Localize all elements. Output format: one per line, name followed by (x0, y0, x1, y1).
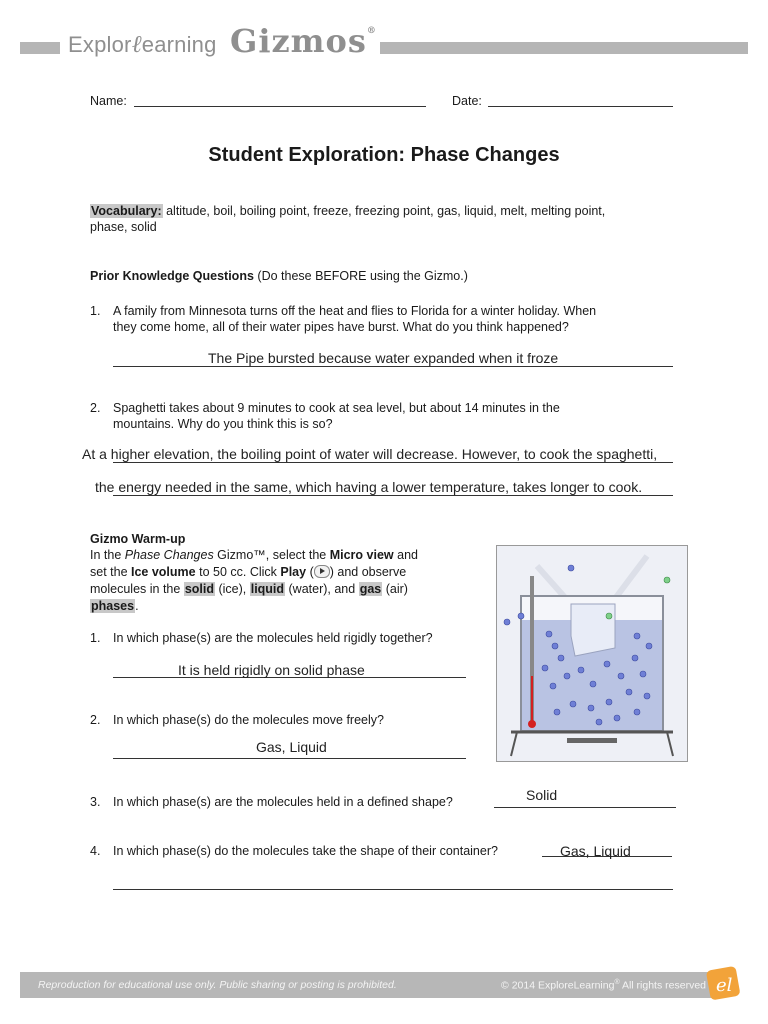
footer-bar (20, 972, 720, 998)
vocabulary-line-1: Vocabulary: altitude, boil, boiling point, freeze, freezing point, gas, liquid, melt, melting point, (91, 204, 606, 218)
name-label: Name: (90, 94, 127, 108)
warmup-q1-question: In which phase(s) are the molecules held rigidly together? (113, 631, 433, 645)
prior-q1-number: 1. (90, 304, 101, 318)
date-label: Date: (452, 94, 482, 108)
warmup-q3-question: In which phase(s) are the molecules held in a defined shape? (113, 795, 453, 809)
warmup-q2-number: 2. (90, 713, 101, 727)
warmup-q4-answer[interactable]: Gas, Liquid (560, 843, 631, 859)
beaker-molecule-diagram (497, 546, 687, 761)
warmup-q4-answer-line-2[interactable] (113, 889, 673, 890)
warmup-q3-number: 3. (90, 795, 101, 809)
warmup-q2-answer-line[interactable] (113, 758, 466, 759)
brand-gizmos: Gizmos® (230, 22, 377, 60)
warmup-q2-answer[interactable]: Gas, Liquid (256, 739, 327, 755)
warmup-instructions-line-3: molecules in the solid (ice), liquid (water), and gas (air) (90, 582, 408, 596)
page-title: Student Exploration: Phase Changes (208, 144, 560, 166)
footer-copyright: © 2014 ExploreLearning® All rights reserved (501, 979, 706, 992)
date-field[interactable] (488, 106, 673, 107)
name-field[interactable] (134, 106, 426, 107)
prior-q2-answer-1[interactable]: At a higher elevation, the boiling point of water will decrease. However, to cook the spaghetti, (82, 446, 658, 462)
prior-knowledge-heading: Prior Knowledge Questions (Do these BEFORE using the Gizmo.) (90, 269, 468, 283)
gizmo-beaker-illustration (496, 545, 688, 762)
warmup-q3-answer-line[interactable] (494, 807, 676, 808)
vocabulary-line-2: phase, solid (90, 220, 157, 234)
svg-text:el: el (716, 975, 733, 996)
prior-q2-line-2: mountains. Why do you think this is so? (113, 417, 333, 431)
prior-q2-number: 2. (90, 401, 101, 415)
prior-q1-answer-line[interactable] (113, 366, 673, 367)
footer-reproduction-notice: Reproduction for educational use only. Public sharing or posting is prohibited. (38, 979, 397, 991)
prior-q2-answer-2[interactable]: the energy needed in the same, which having a lower temperature, takes longer to cook. (95, 479, 643, 495)
prior-q1-line-2: they come home, all of their water pipes have burst. What do you think happened? (113, 320, 569, 334)
warmup-q1-answer[interactable]: It is held rigidly on solid phase (178, 662, 365, 678)
prior-q1-line-1: A family from Minnesota turns off the heat and flies to Florida for a winter holiday. When (113, 304, 597, 318)
warmup-q1-number: 1. (90, 631, 101, 645)
warmup-q3-answer[interactable]: Solid (526, 787, 558, 803)
header-bar-left (20, 42, 60, 54)
warmup-instructions-line-1: In the Phase Changes Gizmo™, select the Micro view and (90, 548, 418, 562)
prior-q2-answer-line-2[interactable] (113, 495, 673, 496)
explorelearning-logo-icon (704, 962, 744, 1002)
play-icon (314, 565, 330, 578)
prior-q1-answer[interactable]: The Pipe bursted because water expanded when it froze (208, 350, 559, 366)
warmup-heading: Gizmo Warm-up (90, 532, 186, 546)
warmup-q4-number: 4. (90, 844, 101, 858)
warmup-instructions-line-4: phases. (91, 599, 139, 613)
prior-q2-answer-line-1[interactable] (113, 462, 673, 463)
warmup-q2-question: In which phase(s) do the molecules move freely? (113, 713, 384, 727)
prior-q2-line-1: Spaghetti takes about 9 minutes to cook at sea level, but about 14 minutes in the (113, 401, 560, 415)
warmup-instructions-line-2: set the Ice volume to 50 cc. Click Play ( ) and observe (90, 565, 407, 579)
brand-logo-text: Explorℓearning (68, 30, 217, 58)
header-bar-right (380, 42, 748, 54)
warmup-q4-question: In which phase(s) do the molecules take the shape of their container? (113, 844, 498, 858)
vocabulary-label: Vocabulary: (91, 204, 162, 218)
